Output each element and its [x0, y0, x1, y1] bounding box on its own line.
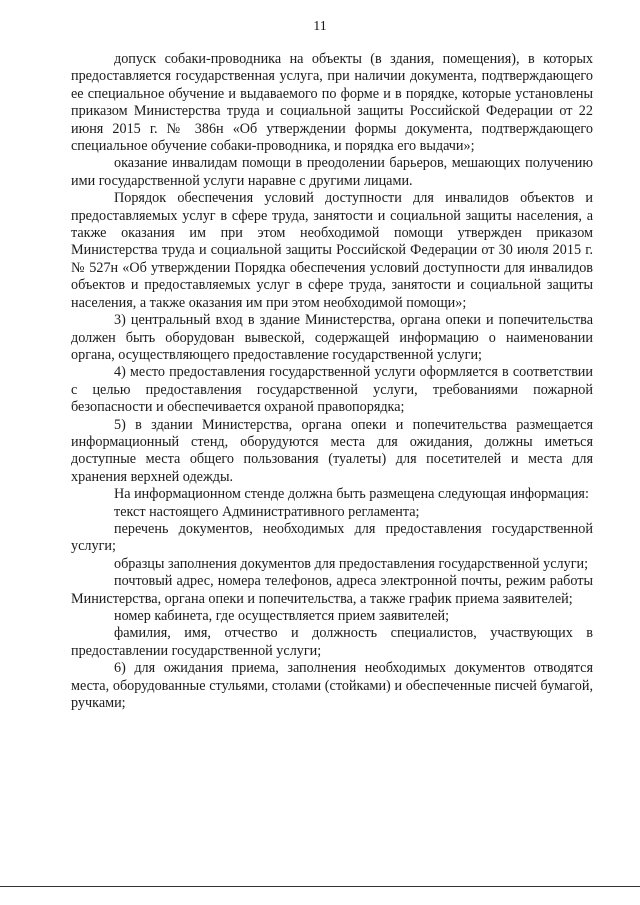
paragraph: 3) центральный вход в здание Министерства, органа опеки и попечительства должен быть оборудован вывеской, содержащей информацию о наименовании органа, осуществляющего предоставление государственной услуги;	[71, 312, 593, 363]
paragraph: 6) для ожидания приема, заполнения необходимых документов отводятся места, оборудованные стульями, столами (стойками) и обеспеченные писчей бумагой, ручками;	[71, 660, 593, 712]
paragraph: 5) в здании Министерства, органа опеки и попечительства размещается информационный стенд, оборудуются места для ожидания, должны иметься доступные места общего пользования (туалеты) для посетителей и места для хранения верхней одежды.	[71, 416, 593, 485]
bottom-divider	[0, 886, 640, 887]
paragraph: допуск собаки-проводника на объекты (в здания, помещения), в которых предоставляется государственная услуга, при наличии документа, подтверждающего ее специальное обучение и выдаваемого по форме и в порядке, которые установлены приказом Министерства труда и социальной защиты Российской Федерации от 22 июня 2015 г. № 386н «Об утверждении формы документа, подтверждающего специальное обучение собаки-проводника, и порядка его выдачи»;	[71, 51, 593, 155]
paragraph: Порядок обеспечения условий доступности для инвалидов объектов и предоставляемых услуг в сфере труда, занятости и социальной защиты населения, а также оказания им при этом необходимой помощи утвержден приказом Министерства труда и социальной защиты Российской Федерации от 30 июля 2015 г. № 527н «Об утверждении Порядка обеспечения условий доступности для инвалидов объектов и предоставляемых услуг в сфере труда, занятости и социальной защиты населения, а также оказания им при этом необходимой помощи»;	[71, 190, 593, 311]
document-body	[71, 51, 593, 712]
paragraph: На информационном стенде должна быть размещена следующая информация:	[114, 486, 589, 503]
paragraph: номер кабинета, где осуществляется прием заявителей;	[114, 608, 450, 624]
paragraph: оказание инвалидам помощи в преодолении барьеров, мешающих получению ими государственной услуги наравне с другими лицами.	[71, 155, 593, 189]
paragraph: текст настоящего Административного регламента;	[114, 503, 420, 520]
paragraph: образцы заполнения документов для предоставления государственной услуги;	[114, 555, 589, 572]
paragraph: фамилия, имя, отчество и должность специалистов, участвующих в предоставлении государственной услуги;	[71, 625, 593, 659]
paragraph: перечень документов, необходимых для предоставления государственной услуги;	[71, 520, 593, 555]
page-number: 11	[313, 19, 327, 34]
paragraph: почтовый адрес, номера телефонов, адреса электронной почты, режим работы Министерства, органа опеки и попечительства, а также график приема заявителей;	[71, 573, 593, 607]
paragraph: 4) место предоставления государственной услуги оформляется в соответствии с целью предоставления государственной услуги, требованиями пожарной безопасности и обеспечивается охраной правопорядка;	[71, 364, 593, 416]
